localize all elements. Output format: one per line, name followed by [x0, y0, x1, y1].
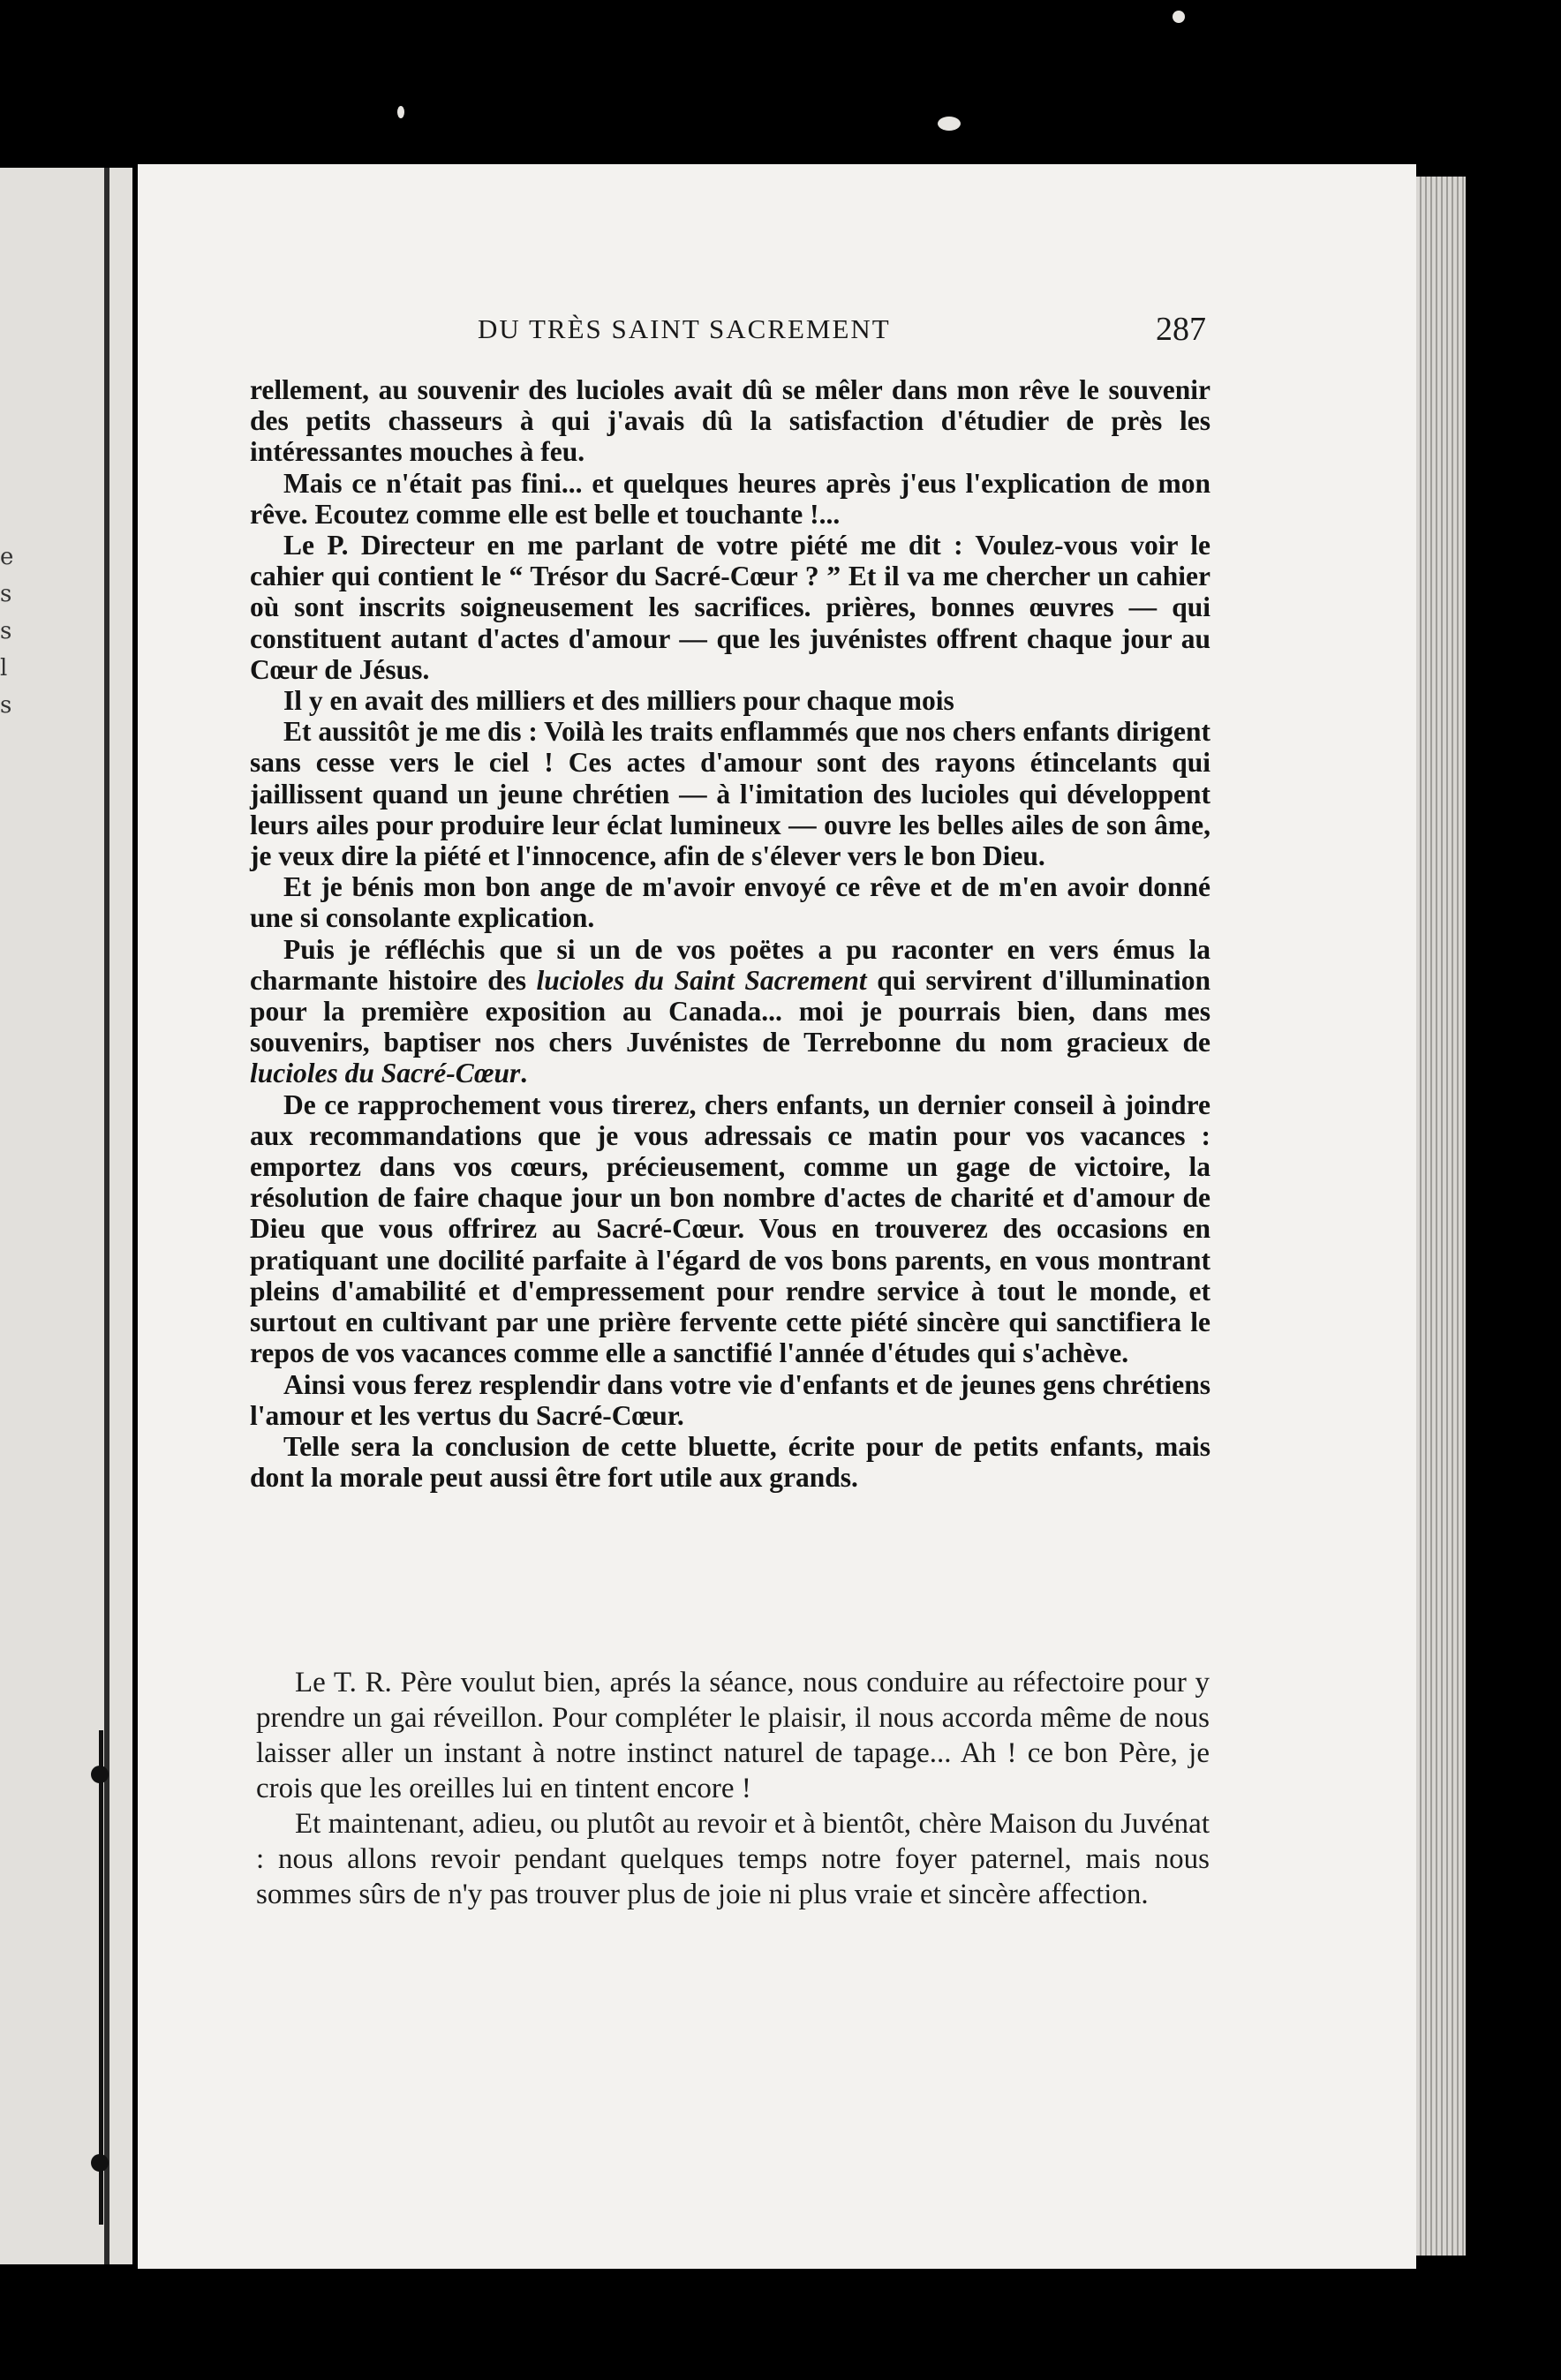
page-stack-edge — [1416, 177, 1466, 2256]
facing-page-fragment: l — [0, 655, 8, 682]
facing-page-edge — [0, 168, 132, 2264]
paragraph: Le T. R. Père voulut bien, aprés la séance, nous conduire au réfectoire pour y prendre un gai réveillon. Pour compléter le plaisir, il nous accorda même de nous laisser aller un instant à notre instinct naturel de tapage... Ah ! ce bon Père, je crois que les oreilles lui en tintent encore ! — [256, 1667, 1210, 1804]
facing-page-letter-fragments — [0, 539, 18, 724]
italic-title: lucioles du Saint Sacrement — [536, 964, 867, 996]
binding-stitch-icon — [91, 1766, 109, 1783]
binding-stitch-icon — [91, 2154, 109, 2172]
binding-thread — [99, 1730, 103, 2225]
dust-speck — [397, 106, 404, 118]
paragraph: Et maintenant, adieu, ou plutôt au revoir et à bientôt, chère Maison du Juvénat : nous allons revoir pendant quelques temps notre foyer paternel, mais nous sommes sûrs de n'y pas trouver plus de joie ni plus vraie et sincère affection. — [256, 1808, 1210, 1910]
closing-text-block — [256, 1665, 1210, 1912]
paragraph: Le P. Directeur en me parlant de votre piété me dit : Voulez-vous voir le cahier qui contient le “ Trésor du Sacré-Cœur ? ” Et il va me chercher un cahier où sont inscrits soigneusement les sacrifices. prières, bonnes œuvres — qui constituent autant d'actes d'amour — que les juvénistes offrent chaque jour au Cœur de Jésus. — [250, 530, 1210, 685]
text-run: qui servirent d'illumination pour la première exposition au Canada... moi je pourrais bien, dans mes souvenirs, baptiser nos chers Juvénistes de Terrebonne du nom gracieux de — [250, 964, 1210, 1058]
paragraph: rellement, au souvenir des lucioles avait dû se mêler dans mon rêve le souvenir des petits chasseurs à qui j'avais dû la satisfaction d'étudier de près les intéressantes mouches à feu. — [250, 374, 1210, 468]
dust-speck — [1173, 11, 1185, 23]
text-run: . — [520, 1058, 528, 1089]
main-text-block — [250, 374, 1210, 1493]
italic-title: lucioles du Sacré-Cœur — [250, 1058, 521, 1089]
paragraph: Telle sera la conclusion de cette bluette, écrite pour de petits enfants, mais dont la morale peut aussi être fort utile aux grands. — [250, 1430, 1210, 1494]
paragraph: Ainsi vous ferez resplendir dans votre vie d'enfants et de jeunes gens chrétiens l'amour et les vertus du Sacré-Cœur. — [250, 1368, 1210, 1431]
paragraph: Et je bénis mon bon ange de m'avoir envoyé ce rêve et de m'en avoir donné une si consolante explication. — [250, 871, 1210, 934]
paragraph: De ce rapprochement vous tirerez, chers enfants, un dernier conseil à joindre aux recommandations que je vous adressais ce matin pour vos vacances : emportez dans vos cœurs, précieusement, comme un gage de victoire, la résolution de faire chaque jour un bon nombre d'actes de charité et d'amour de Dieu que vous offrirez au Sacré-Cœur. Vous en trouverez des occasions en pratiquant une docilité parfaite à l'égard de vos bons parents, en vous montrant pleins d'amabilité et d'empressement pour rendre service à tout le monde, et surtout en cultivant par une prière fervente cette piété sincère qui sanctifiera le repos de vos vacances comme elle a sanctifié l'année d'études qui s'achève. — [250, 1088, 1210, 1369]
page-header — [478, 313, 1206, 353]
page-gutter — [104, 168, 109, 2264]
page-number: 287 — [1156, 311, 1206, 348]
facing-page-fragment: s — [0, 581, 12, 607]
facing-page-fragment: s — [0, 692, 12, 719]
facing-page-fragment: s — [0, 618, 12, 644]
paragraph: Et aussitôt je me dis : Voilà les traits enflammés que nos chers enfants dirigent sans cesse vers le ciel ! Ces actes d'amour sont des rayons étincelants qui jaillissent quand un jeune chrétien — à l'imitation des lucioles qui développent leurs ailes pour produire leur éclat lumineux — ouvre les belles ailes de son âme, je veux dire la piété et l'innocence, afin de s'élever vers le bon Dieu. — [250, 716, 1210, 872]
dust-speck — [938, 117, 961, 131]
paragraph: Il y en avait des milliers et des milliers pour chaque mois — [283, 685, 954, 717]
text-run: Puis je réfléchis que si un de vos poëtes a pu raconter en vers émus la charmante histoire des — [250, 933, 1210, 996]
facing-page-fragment: e — [0, 544, 14, 570]
paragraph: Mais ce n'était pas fini... et quelques heures après j'eus l'explication de mon rêve. Ecoutez comme elle est belle et touchante !... — [250, 467, 1210, 530]
paragraph — [250, 934, 1210, 1089]
running-title: DU TRÈS SAINT SACREMENT — [478, 313, 891, 344]
